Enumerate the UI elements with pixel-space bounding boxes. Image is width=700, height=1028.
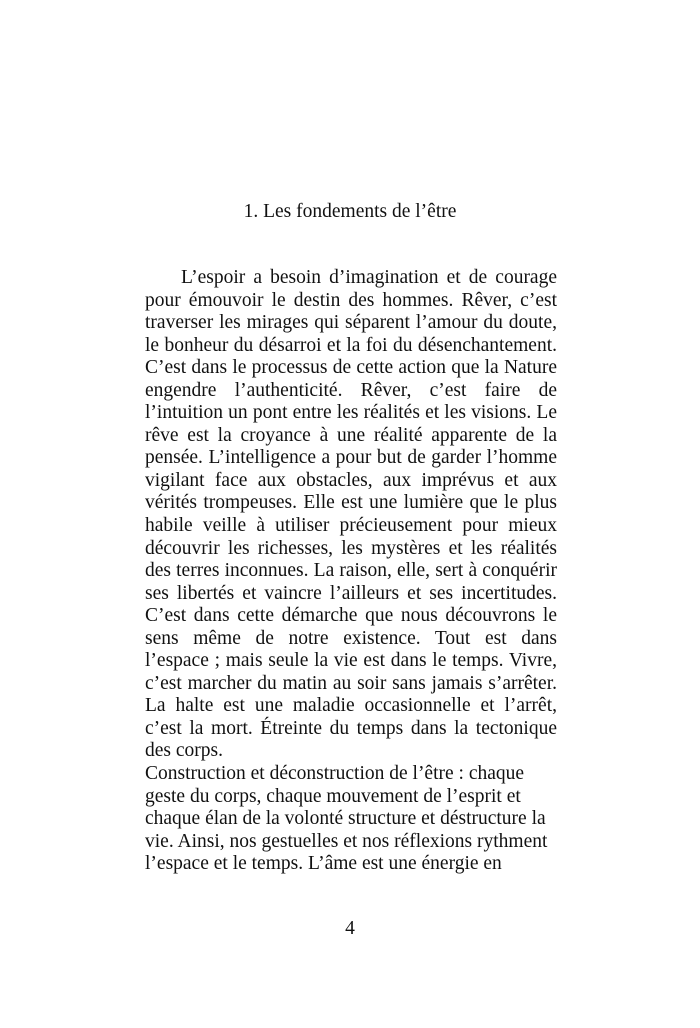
text-line: engendre l’authenticité. Rêver, c’est faire de: [145, 379, 557, 401]
text-line: geste du corps, chaque mouvement de l’esprit et: [145, 785, 521, 807]
text-line: C’est dans le processus de cette action que la Nature: [145, 357, 557, 379]
text-line: Construction et déconstruction de l’être : chaque: [145, 763, 525, 785]
text-line: des corps.: [145, 740, 223, 762]
text-line: l’intuition un pont entre les réalités et les visions. Le: [145, 402, 557, 424]
text-line: pensée. L’intelligence a pour but de garder l’homme: [145, 447, 557, 469]
text-line: La halte est une maladie occasionnelle et l’arrêt,: [145, 695, 557, 717]
text-line: habile veille à utiliser précieusement pour mieux: [145, 515, 557, 537]
text-line: chaque élan de la volonté structure et déstructure la: [145, 808, 546, 830]
text-line: L’espoir a besoin d’imagination et de courage: [181, 267, 557, 288]
text-line: c’est marcher du matin au soir sans jamais s’arrêter.: [145, 672, 557, 694]
text-line: sens même de notre existence. Tout est dans: [145, 627, 557, 649]
text-line: rêve est la croyance à une réalité apparente de la: [145, 424, 557, 446]
body-text: [145, 267, 557, 876]
chapter-title: 1. Les fondements de l’être: [243, 201, 457, 222]
text-line: l’espace et le temps. L’âme est une énergie en: [145, 853, 502, 875]
text-line: pour émouvoir le destin des hommes. Rêver, c’est: [145, 289, 557, 311]
page-number: 4: [345, 918, 355, 939]
text-line: vérités trompeuses. Elle est une lumière que le plus: [145, 492, 557, 514]
text-line: ses libertés et vaincre l’ailleurs et ses incertitudes.: [145, 582, 557, 604]
text-line: C’est dans cette démarche que nous découvrons le: [145, 605, 557, 627]
text-line: vie. Ainsi, nos gestuelles et nos réflexions rythment: [145, 830, 548, 852]
text-line: le bonheur du désarroi et la foi du désenchantement.: [145, 334, 557, 356]
text-line: découvrir les richesses, les mystères et les réalités: [145, 537, 557, 559]
text-line: traverser les mirages qui séparent l’amour du doute,: [145, 312, 557, 334]
text-line: vigilant face aux obstacles, aux imprévus et aux: [145, 469, 557, 491]
text-line: c’est la mort. Étreinte du temps dans la tectonique: [145, 717, 557, 739]
text-line: l’espace ; mais seule la vie est dans le temps. Vivre,: [145, 650, 557, 672]
text-line: des terres inconnues. La raison, elle, sert à conquérir: [145, 560, 557, 582]
